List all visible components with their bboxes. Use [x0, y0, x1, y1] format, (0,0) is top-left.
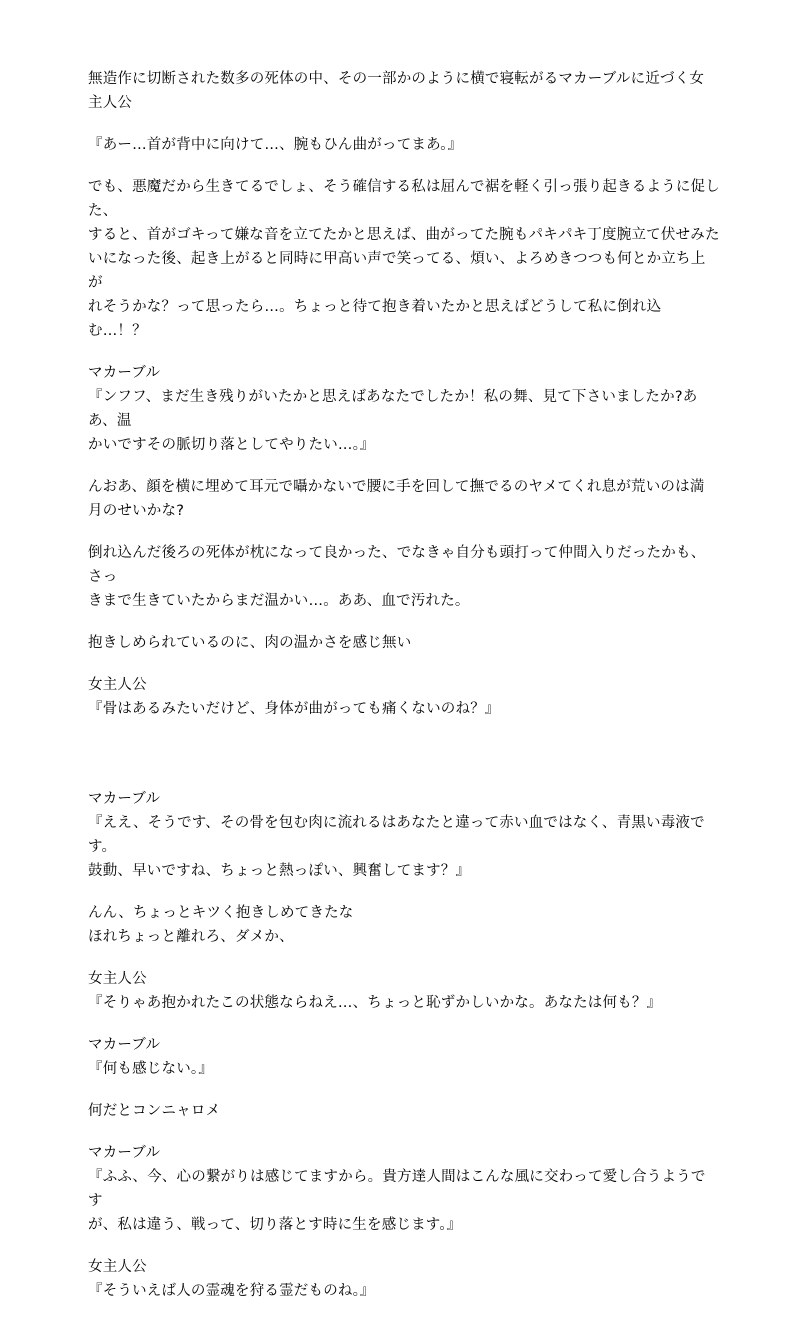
text-line: 『ふふ、今、心の繋がりは感じてますから。貴方達人間はこんな風に交わって愛し合うようです	[88, 1169, 706, 1209]
paragraph	[88, 673, 720, 721]
text-line: 無造作に切断された数多の死体の中、その一部かのように横で寝転がるマカーブルに近づく女	[88, 71, 705, 87]
text-line: 『骨はあるみたいだけど、身体が曲がっても痛くないのね？』	[88, 701, 500, 717]
text-line: が、私は違う、戦って、切り落とす時に生を感じます。』	[88, 1217, 462, 1233]
text-line: マカーブル	[88, 1037, 161, 1053]
text-line: ほれちょっと離れろ、ダメか、	[88, 929, 294, 945]
text-line: んおあ、顔を横に埋めて耳元で囁かないで腰に手を回して撫でるのヤメてくれ息が荒いのは満	[88, 479, 705, 495]
paragraph	[88, 67, 720, 115]
text-line: 倒れ込んだ後ろの死体が枕になって良かった、でなきゃ自分も頭打って仲間入りだったかも、さっ	[88, 545, 706, 585]
text-line: 女主人公	[88, 677, 147, 693]
paragraph	[88, 175, 720, 343]
text-line: 主人公	[88, 95, 133, 111]
text-line: マカーブル	[88, 791, 161, 807]
text-line: 『何も感じない。』	[88, 1061, 214, 1077]
text-line: 『そういえば人の霊魂を狩る霊だものね。』	[88, 1283, 375, 1299]
document-body	[88, 67, 720, 1321]
paragraph	[88, 133, 720, 157]
paragraph	[88, 787, 720, 883]
text-line: れそうかな？って思ったら…。ちょっと待て抱き着いたかと思えばどうして私に倒れ込む…！？	[88, 299, 662, 339]
paragraph	[88, 1033, 720, 1081]
text-line: マカーブル	[88, 1145, 161, 1161]
paragraph	[88, 901, 720, 949]
text-line: すると、首がゴキって嫌な音を立てたかと思えば、曲がってた腕もパキパキ丁度腕立て伏せみた	[88, 227, 720, 243]
text-line: んん、ちょっとキツく抱きしめてきたな	[88, 905, 354, 921]
text-line: いになった後、起き上がると同時に甲高い声で笑ってる、煩い、よろめきつつも何とか立ち上が	[88, 251, 706, 291]
paragraph	[88, 967, 720, 1015]
text-line: 女主人公	[88, 1259, 147, 1275]
text-line: 何だとコンニャロメ	[88, 1103, 221, 1119]
paragraph	[88, 1255, 720, 1303]
text-line: 『ンフフ、まだ生き残りがいたかと思えばあなたでしたか！私の舞、見て下さいましたか?ああ、温	[88, 389, 698, 429]
text-line: でも、悪魔だから生きてるでしょ、そう確信する私は屈んで裾を軽く引っ張り起きるように促した、	[88, 179, 720, 219]
text-line: 『ええ、そうです、その骨を包む肉に流れるはあなたと違って赤い血ではなく、青黒い毒液です。	[88, 815, 705, 855]
text-line: 女主人公	[88, 971, 147, 987]
text-line: 『そりゃあ抱かれたこの状態ならねえ…、ちょっと恥ずかしいかな。あなたは何も？』	[88, 995, 662, 1011]
text-line: きまで生きていたからまだ温かい…。ああ、血で汚れた。	[88, 593, 470, 609]
paragraph	[88, 631, 720, 655]
paragraph	[88, 475, 720, 523]
text-line: 抱きしめられているのに、肉の温かさを感じ無い	[88, 635, 412, 651]
text-line: マカーブル	[88, 365, 161, 381]
paragraph	[88, 1099, 720, 1123]
paragraph	[88, 1141, 720, 1237]
text-line: 鼓動、早いですね、ちょっと熱っぽい、興奮してます？』	[88, 863, 471, 879]
paragraph	[88, 541, 720, 613]
text-line: かいですその脈切り落としてやりたい…。』	[88, 437, 375, 453]
text-line: 月のせいかな?	[88, 503, 185, 519]
text-line: 『あー…首が背中に向けて…、腕もひん曲がってまあ。』	[88, 137, 463, 153]
paragraph	[88, 361, 720, 457]
